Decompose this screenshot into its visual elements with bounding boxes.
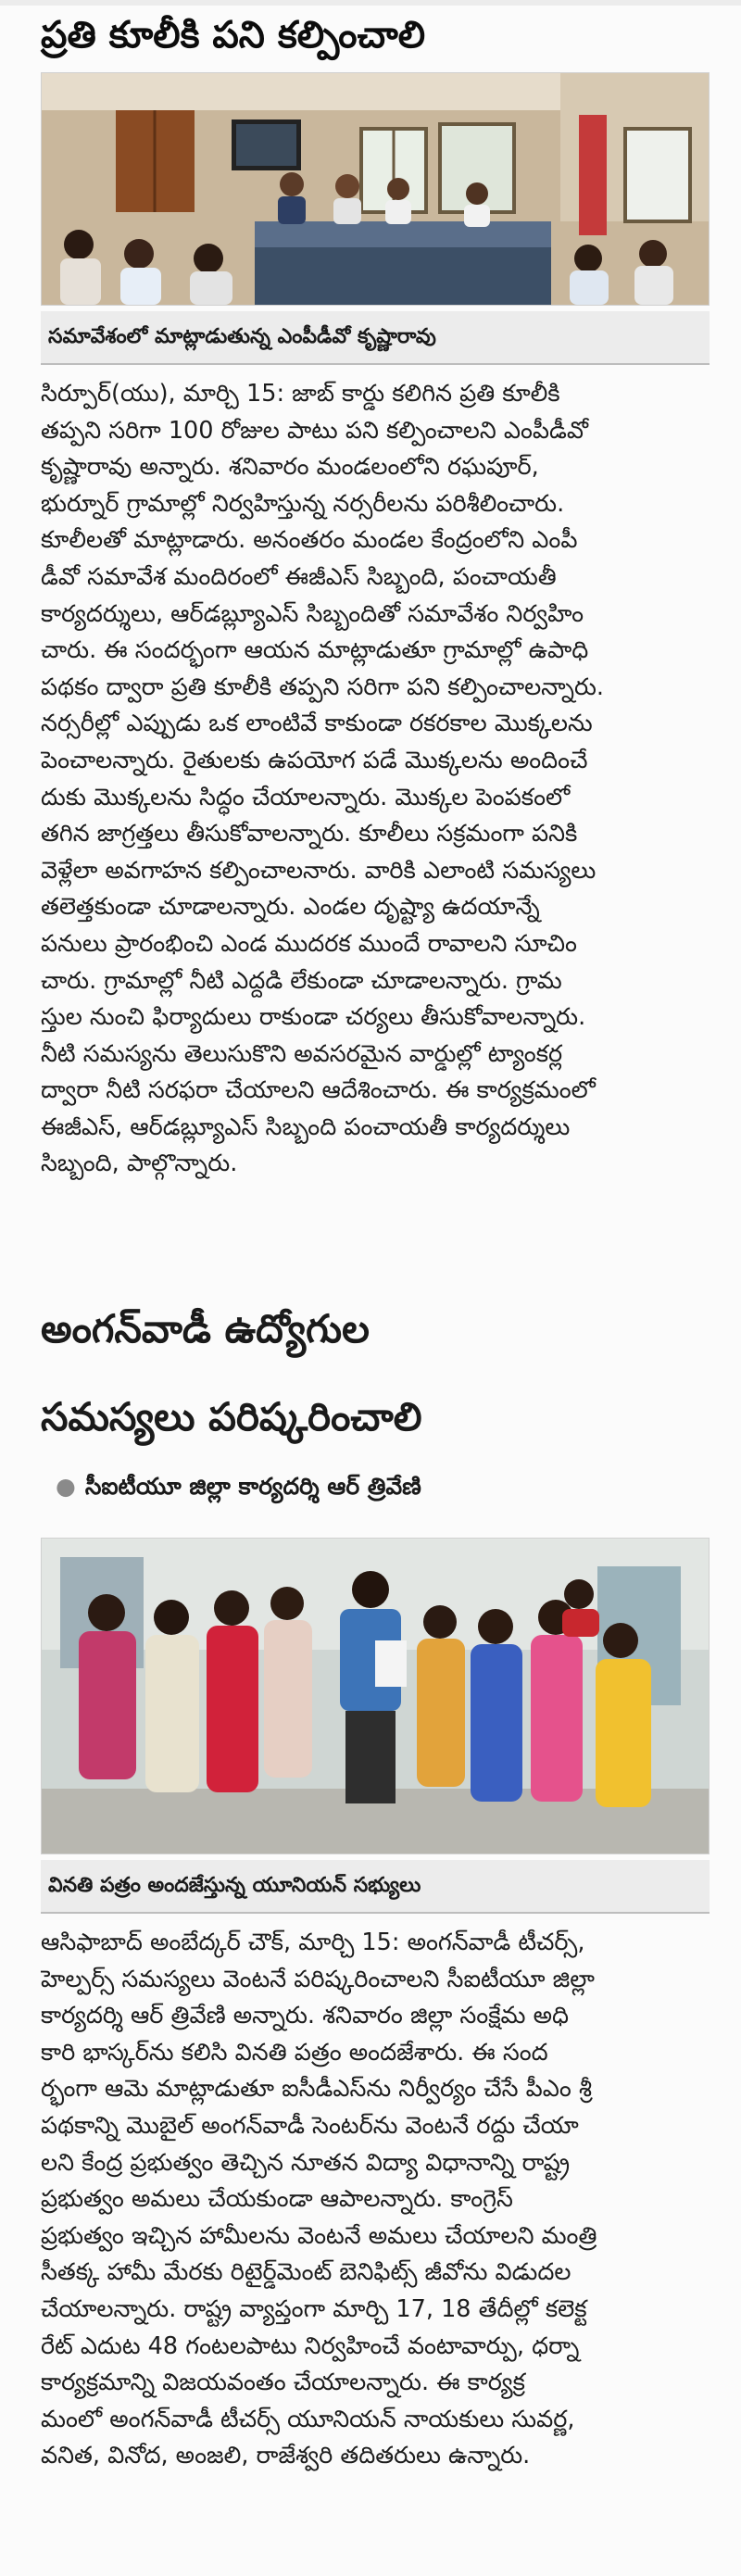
article1-body-line: వెళ్లేలా అవగాహన కల్పించాలనారు. వారికి ఎలాంటి సమస్యలు [41,856,597,885]
article2-body-line: ఆసిఫాబాద్ అంబేద్కర్ చౌక్, మార్చి 15: అంగన్‌వాడీ టీచర్స్, [41,1929,585,1956]
article1-body-line: స్తుల నుంచి ఫిర్యాదులు రాకుండా చర్యలు తీసుకోవాలన్నారు. [41,1003,586,1032]
article2-body-line: ర్భంగా ఆమె మాట్లాడుతూ ఐసీడీఎస్‌ను నిర్వీర్యం చేసే పీఎం శ్రీ [41,2075,592,2104]
article1-body [41,376,708,1191]
article2-photo-caption: వినతి పత్రం అందజేస్తున్న యూనియన్ సభ్యులు [41,1860,710,1914]
article2-body-line: కార్యదర్శి ఆర్ త్రివేణి అన్నారు. శనివారం జిల్లా సంక్షేమ అధి [41,2002,570,2030]
article1-body-line: ఈజీఎస్, ఆర్‌డబ్ల్యూఎస్ సిబ్బంది పంచాయతీ కార్యదర్శులు [41,1112,571,1141]
article1-body-line: తప్పని సరిగా 100 రోజుల పాటు పని కల్పించాలని ఎంపీడీవో [41,416,589,445]
article1-body-line: చారు. ఈ సందర్భంగా ఆయన మాట్లాడుతూ గ్రామాల్లో ఉపాధి [41,636,589,665]
article1-body-line: కార్యదర్శులు, ఆర్‌డబ్ల్యూఎస్ సిబ్బందితో సమావేశం నిర్వహిం [41,599,584,628]
article2-body-line: ప్రభుత్వం ఇచ్చిన హామీలను వెంటనే అమలు చేయాలని మంత్రి [41,2221,597,2250]
article1-body-line: డీవో సమావేశ మందిరంలో ఈజీఎస్ సిబ్బంది, పంచాయతీ [41,562,557,591]
article2-body-line: చేయాలన్నారు. రాష్ట్ర వ్యాప్తంగా మార్చి 17, 18 తేదీల్లో కలెక్ట [41,2294,587,2323]
article1-body-line: కృష్ణారావు అన్నారు. శనివారం మండలంలోని రఘపూర్, [41,453,539,482]
article2-headline-line2: సమస్యలు పరిష్కరించాలి [41,1394,422,1439]
article2-body-line: వనిత, వినోద, అంజలి, రాజేశ్వరి తదితరులు ఉన్నారు. [41,2442,531,2470]
article1-body-line: ద్వారా నీటి సరఫరా చేయాలని ఆదేశించారు. ఈ కార్యక్రమంలో [41,1076,596,1105]
article1-body-line: సిర్పూర్(యు), మార్చి 15: జాబ్ కార్డు కలిగిన ప్రతి కూలీకి [41,380,560,408]
article1-body-line: నీటి సమస్యను తెలుసుకొని అవసరమైన వార్డుల్లో ట్యాంకర్ల [41,1039,563,1068]
article1-body-line: తలెత్తకుండా చూడాలన్నారు. ఎండల దృష్ట్యా ఉదయాన్నే [41,893,540,922]
article1-photo-caption: సమావేశంలో మాట్లాడుతున్న ఎంపీడీవో కృష్ణారావు [41,311,710,365]
article2-subheadline-text: సీఐటీయూ జిల్లా కార్యదర్శి ఆర్ త్రివేణి [84,1473,421,1500]
article2-body-line: కార్యక్రమాన్ని విజయవంతం చేయాలన్నారు. ఈ కార్యక్ర [41,2369,525,2397]
article2-headline-line1: అంగన్‌వాడీ ఉద్యోగుల [41,1306,370,1351]
article2-body-line: కారి భాస్కర్‌ను కలిసి వినతి పత్రం అందజేశారు. ఈ సంద [41,2038,548,2067]
article2-body-line: సీతక్క హామీ మేరకు రిటైర్డ్‌మెంట్ బెనిఫిట్స్ జీవోను విడుదల [41,2258,571,2287]
article2-body-line: లని కేంద్ర ప్రభుత్వం తెచ్చిన నూతన విద్యా విధానాన్ని రాష్ట్ర [41,2148,571,2177]
article2-body [41,1925,708,2481]
article1-headline: ప్రతి కూలీకి పని కల్పించాలి [41,14,426,57]
page-top-rule [0,0,741,6]
article1-body-line: నర్సరీల్లో ఎప్పుడు ఒక లాంటివే కాకుండా రకరకాల మొక్కలను [41,710,593,738]
article2-subheadline [56,1468,704,1505]
article2-body-line: హెల్పర్స్ సమస్యలు వెంటనే పరిష్కరించాలని సీఐటీయూ జిల్లా [41,1965,595,1993]
article2-body-line: ప్రభుత్వం అమలు చేయకుండా ఆపాలన్నారు. కాంగ్రెస్ [41,2185,513,2214]
bullet-icon: ● [56,1473,76,1500]
article1-photo [41,72,710,306]
article1-body-line: సిబ్బంది, పాల్గొన్నారు. [41,1150,238,1178]
article2-body-line: మంలో అంగన్‌వాడీ టీచర్స్ యూనియన్ నాయకులు సువర్ణ, [41,2405,575,2433]
article1-body-line: భుర్నూర్ గ్రామాల్లో నిర్వహిస్తున్న నర్సరీలను పరిశీలించారు. [41,489,565,518]
article2-photo [41,1538,710,1854]
article2-body-line: పథకాన్ని మొబైల్ అంగన్‌వాడీ సెంటర్‌ను వెంటనే రద్దు చేయా [41,2111,579,2140]
article1-body-line: పథకం ద్వారా ప్రతి కూలీకి తప్పని సరిగా పని కల్పించాలన్నారు. [41,672,605,701]
article1-body-line: పెంచాలన్నారు. రైతులకు ఉపయోగ పడే మొక్కలను అందించే [41,746,588,774]
article1-body-line: దుకు మొక్కలను సిద్ధం చేయాలన్నారు. మొక్కల పెంపకంలో [41,783,571,811]
article1-body-line: కూలీలతో మాట్లాడారు. అనంతరం మండల కేంద్రంలోని ఎంపీ [41,526,578,555]
article1-body-line: చారు. గ్రామాల్లో నీటి ఎద్దడి లేకుండా చూడాలన్నారు. గ్రామ [41,966,562,995]
article1-body-line: పనులు ప్రారంభించి ఎండ ముదరక ముందే రావాలని సూచిం [41,929,577,958]
article2-body-line: రేట్ ఎదుట 48 గంటలపాటు నిర్వహించే వంటావార్పు, ధర్నా [41,2331,580,2360]
article1-body-line: తగిన జాగ్రత్తలు తీసుకోవాలన్నారు. కూలీలు సక్రమంగా పనికి [41,820,578,848]
